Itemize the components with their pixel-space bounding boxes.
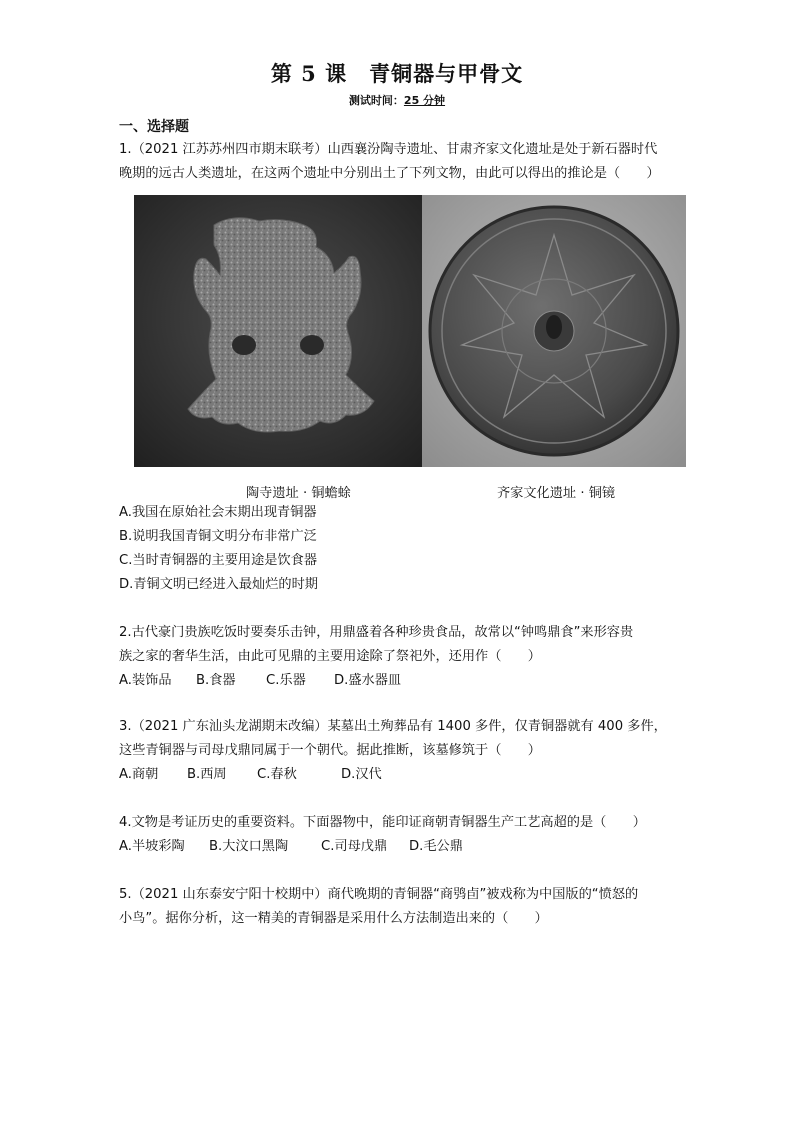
- test-time: [0, 92, 794, 108]
- question-4-line-1: 4.文物是考证历史的重要资料。下面器物中，能印证商朝青铜器生产工艺高超的是（ ）: [119, 815, 646, 830]
- question-3-option-b: B.西周: [187, 767, 227, 782]
- question-4-option-c: C.司母戊鼎: [321, 839, 388, 854]
- test-time-label: 测试时间：: [348, 94, 404, 107]
- question-1-option-d: D.青铜文明已经进入最灿烂的时期: [119, 577, 318, 592]
- question-2-line-1: 2.古代豪门贵族吃饭时要奏乐击钟，用鼎盛着各种珍贵食品，故常以“钟鸣鼎食”来形容贵: [119, 625, 634, 640]
- question-3-line-2: 这些青铜器与司母戊鼎同属于一个朝代。据此推断，该墓修筑于（ ）: [119, 743, 541, 758]
- question-1-line-2: 晚期的远古人类遗址，在这两个遗址中分别出土了下列文物，由此可以得出的推论是（ ）: [119, 166, 660, 181]
- question-5-line-2: 小鸟”。据你分析，这一精美的青铜器是采用什么方法制造出来的（ ）: [119, 911, 548, 926]
- question-2-option-d: D.盛水器皿: [334, 673, 402, 688]
- question-2-options: [119, 674, 401, 687]
- question-3-options: [119, 768, 382, 781]
- question-1-option-b: B.说明我国青铜文明分布非常广泛: [119, 529, 317, 544]
- section-heading: 一、选择题: [119, 119, 189, 135]
- question-2-option-a: A.装饰品: [119, 673, 172, 688]
- question-4-options: [119, 840, 463, 853]
- question-4-option-d: D.毛公鼎: [409, 839, 463, 854]
- question-3-option-d: D.汉代: [341, 767, 382, 782]
- figure-caption-right: 齐家文化遗址 · 铜镜: [497, 486, 616, 501]
- toad-right-eye-hole: [300, 335, 324, 355]
- question-1-figure: [134, 195, 686, 467]
- question-4-option-b: B.大汶口黑陶: [209, 839, 289, 854]
- test-time-value: 25 分钟: [403, 94, 446, 107]
- figure-caption-left: 陶寺遗址 · 铜蟾蜍: [246, 486, 351, 501]
- question-2-option-c: C.乐器: [266, 673, 306, 688]
- question-3-line-1: 3.（2021 广东汕头龙湖期末改编）某墓出土殉葬品有 1400 多件，仅青铜器就有 400 多件，: [119, 719, 667, 734]
- page-title: 第 5 课 青铜器与甲骨文: [270, 61, 524, 86]
- question-1-option-a: A.我国在原始社会末期出现青铜器: [119, 505, 317, 520]
- question-3-option-a: A.商朝: [119, 767, 159, 782]
- question-1-line-1: 1.（2021 江苏苏州四市期末联考）山西襄汾陶寺遗址、甘肃齐家文化遗址是处于新石器时代: [119, 142, 658, 157]
- toad-left-eye-hole: [232, 335, 256, 355]
- question-3-option-c: C.春秋: [257, 767, 297, 782]
- question-2-option-b: B.食器: [196, 673, 236, 688]
- question-2-line-2: 族之家的奢华生活，由此可见鼎的主要用途除了祭祀外，还用作（ ）: [119, 649, 541, 664]
- question-4-option-a: A.半坡彩陶: [119, 839, 185, 854]
- question-1-option-c: C.当时青铜器的主要用途是饮食器: [119, 553, 318, 568]
- question-5-line-1: 5.（2021 山东泰安宁阳十校期中）商代晚期的青铜器“商鸮卣”被戏称为中国版的“愤怒的: [119, 887, 639, 902]
